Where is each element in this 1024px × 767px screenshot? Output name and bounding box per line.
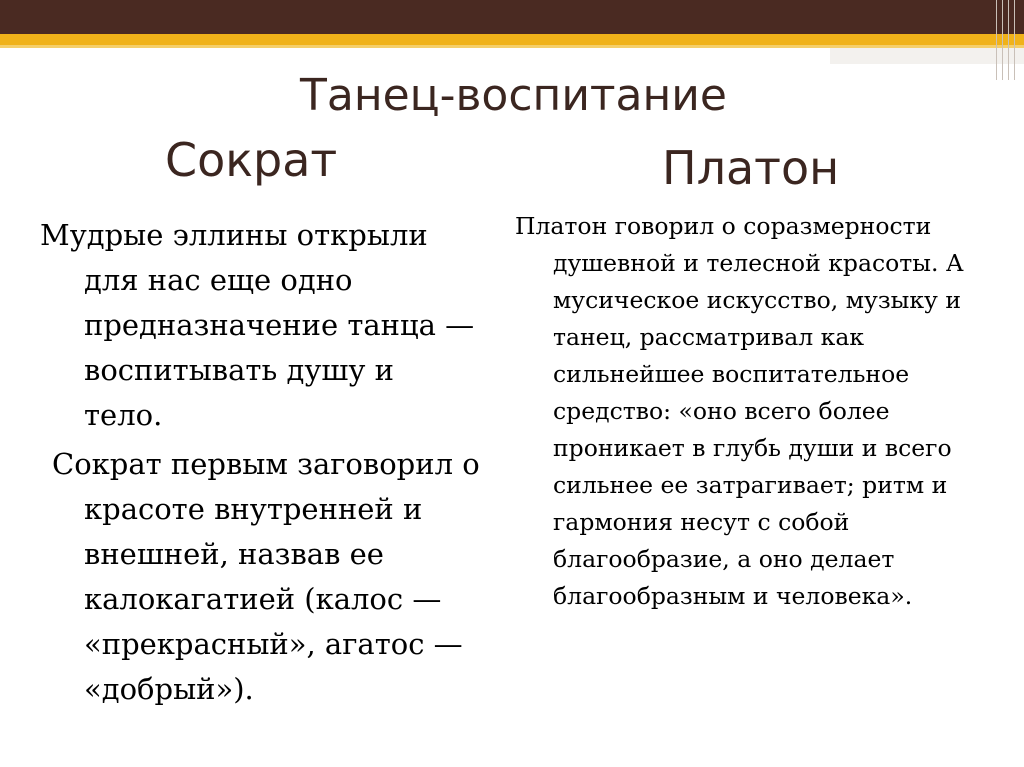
decorative-lines (988, 0, 1024, 80)
heading-socrates: Сократ (165, 133, 338, 187)
header-band (0, 0, 1024, 34)
accent-band (0, 34, 1024, 45)
slide-title: Танец-воспитание (300, 70, 727, 121)
left-column (40, 213, 480, 712)
left-paragraph-2: Сократ первым заговорил о красоте внутренней и внешней, назвав ее калокагатией (калос — «прекрасный», агатос — «добрый»). (52, 447, 480, 706)
heading-plato: Платон (662, 141, 840, 195)
left-paragraph-1: Мудрые эллины открыли для нас еще одно предназначение танца — воспитывать душу и тело. (40, 218, 475, 432)
right-column (515, 208, 1005, 615)
right-paragraph: Платон говорил о соразмерности душевной и телесной красоты. А мусическое искусство, музыку и танец, рассматривал как сильнейшее воспитательное средство: «оно всего более проникает в глубь души и всего сильнее ее затрагивает; ритм и гармония несут с собой благообразие, а оно делает благообразным и человека». (515, 212, 964, 610)
